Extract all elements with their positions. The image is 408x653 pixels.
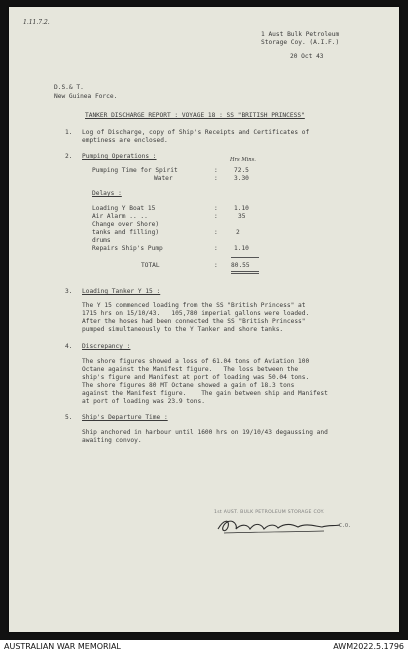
delays-heading: Delays : [92, 190, 122, 197]
item-2-number: 2. [65, 153, 73, 160]
item-3-number: 3. [65, 288, 73, 295]
delay-row-label: Repairs Ship's Pump [92, 245, 163, 252]
delay-row-value: 1.10 [234, 245, 249, 252]
total-colon: : [214, 262, 218, 269]
total-rule [231, 257, 259, 258]
pump-row-water-colon: : [214, 175, 218, 182]
item-2-heading: Pumping Operations : [82, 153, 157, 160]
item-4-line: at port of loading was 23.9 tons. [82, 398, 205, 405]
footer-accession-number: AWM2022.5.1796 [333, 642, 404, 651]
delay-row-colon: : [214, 213, 218, 220]
footer-institution: AUSTRALIAN WAR MEMORIAL [4, 642, 121, 651]
total-value: 80.55 [231, 262, 250, 269]
addressee-line2: New Guinea Force. [54, 93, 118, 100]
item-5-line: Ship anchored in harbour until 1600 hrs on 19/10/43 degaussing and [82, 429, 328, 436]
delay-row-value: 35 [238, 213, 246, 220]
item-5-line: awaiting convoy. [82, 437, 142, 444]
item-1-number: 1. [65, 129, 73, 136]
delay-row-label: Air Alarm .. .. [92, 213, 148, 220]
item-3-heading: Loading Tanker Y 15 : [82, 288, 161, 295]
item-4-line: ship's figure and Manifest at port of loading was 50.04 tons. [82, 374, 310, 381]
item-3-line: The Y 15 commenced loading from the SS "British Princess" at [82, 302, 306, 309]
delay-row-value: 1.10 [234, 205, 249, 212]
delay-row-value: 2 [236, 229, 240, 236]
item-3-line: After the hoses had been connected the SS "British Princess" [82, 318, 306, 325]
delay-row-label: tanks and filling) [92, 229, 160, 236]
addressee-line1: D.S.& T. [54, 84, 84, 91]
pump-row-spirit-label: Pumping Time for Spirit [92, 167, 178, 174]
item-4-line: The shore figures 80 MT Octane showed a gain of 18.3 tons [82, 382, 295, 389]
signature-suffix: C.O. [339, 523, 352, 529]
item-4-line: Octane against the Manifest figure. The loss between the [82, 366, 299, 373]
total-label: TOTAL [141, 262, 160, 269]
document-page [9, 7, 399, 632]
report-title: TANKER DISCHARGE REPORT : VOYAGE 18 : SS "BRITISH PRINCESS" [85, 112, 305, 119]
pump-row-spirit-value: 72.5 [234, 167, 249, 174]
item-5-number: 5. [65, 414, 73, 421]
pump-row-water-value: 3.30 [234, 175, 249, 182]
item-4-heading: Discrepancy : [82, 343, 131, 350]
delay-row-colon: : [214, 245, 218, 252]
footer-bar [0, 640, 408, 653]
delay-row-colon: : [214, 205, 218, 212]
unit-name-line2: Storage Coy. (A.I.F.) [261, 39, 340, 46]
item-1-text-line1: Log of Discharge, copy of Ship's Receipts and Certificates of [82, 129, 310, 136]
item-4-number: 4. [65, 343, 73, 350]
delay-row-label: Loading Y Boat 15 [92, 205, 156, 212]
delay-row-label: drums [92, 237, 111, 244]
item-3-line: pumped simultaneously to the Y Tanker and shore tanks. [82, 326, 284, 333]
item-3-line: 1715 hrs on 15/10/43. 105,780 imperial gallons were loaded. [82, 310, 310, 317]
hours-minutes-annotation: Hrs Mins. [230, 157, 256, 163]
item-5-heading: Ship's Departure Time : [82, 414, 168, 421]
unit-name-line1: 1 Aust Bulk Petroleum [261, 31, 340, 38]
pump-row-water-label: Water [154, 175, 173, 182]
pump-row-spirit-colon: : [214, 167, 218, 174]
handwritten-reference: 1.11.7.2. [23, 19, 50, 26]
total-double-rule-b [231, 273, 259, 274]
delay-row-colon: : [214, 229, 218, 236]
item-4-line: against the Manifest figure. The gain between ship and Manifest [82, 390, 328, 397]
document-date: 20 Oct 43 [290, 53, 324, 60]
item-1-text-line2: emptiness are enclosed. [82, 137, 168, 144]
total-double-rule-a [231, 271, 259, 272]
unit-stamp: 1st AUST. BULK PETROLEUM STORAGE COY. [214, 510, 325, 515]
delay-row-label: Change over Shore) [92, 221, 160, 228]
item-4-line: The shore figures showed a loss of 61.04 tons of Aviation 100 [82, 358, 310, 365]
